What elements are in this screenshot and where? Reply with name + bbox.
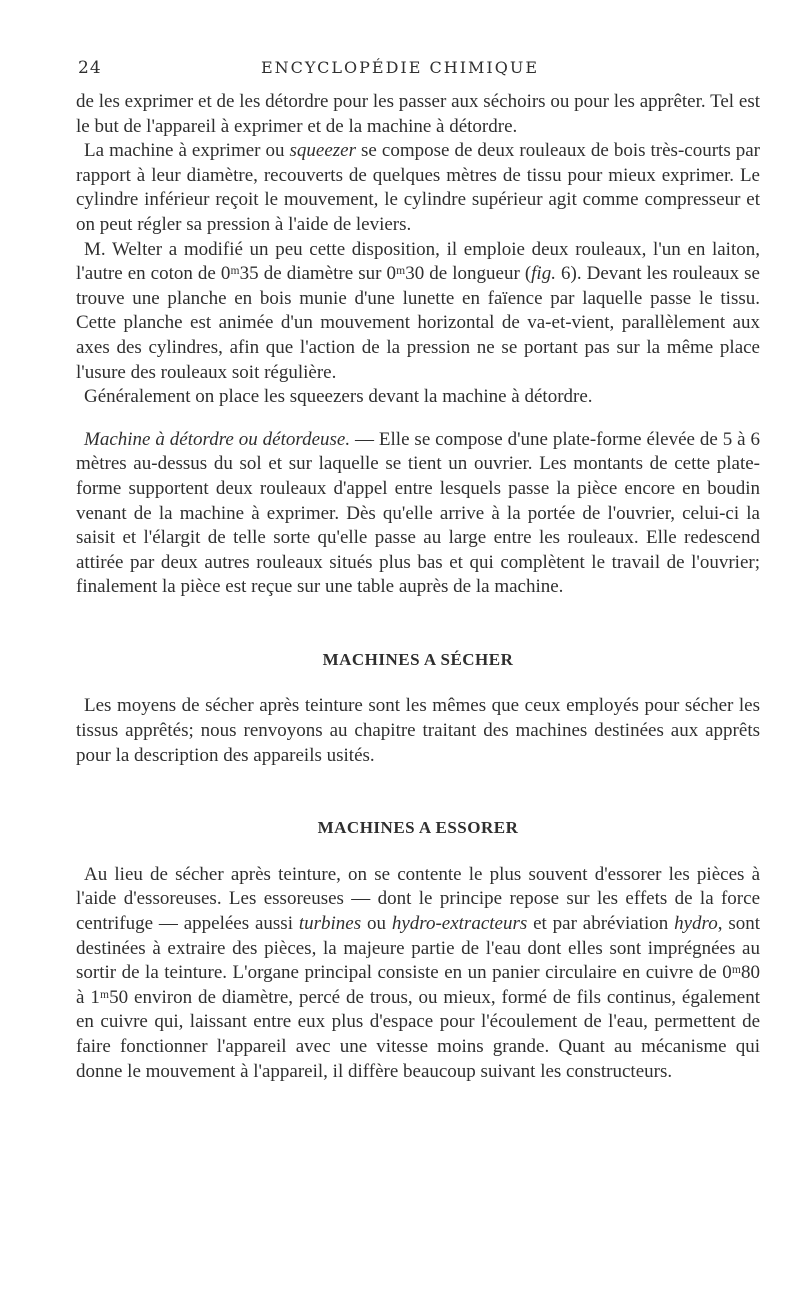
term-hydro-extracteurs: hydro-extracteurs <box>391 913 528 935</box>
section-heading-essorer: MACHINES A ESSORER <box>317 818 519 838</box>
page-body <box>76 90 760 1084</box>
section-heading-secher: MACHINES A SÉCHER <box>322 649 514 669</box>
subsection-title: Machine à détordre ou détordeuse. <box>84 428 351 450</box>
figure-reference: fig. <box>531 263 556 285</box>
term-hydro: hydro <box>674 913 718 935</box>
paragraph-text: 6). Devant les rouleaux se trouve une planche en bois munie d'une lunette en faïence par laquelle passe le tissu. Cette planche est animée d'un mouvement horizontal de va-et-vient, parallèlement aux axes des cylindres, afin que l'action de la pression ne se portant pas sur la même place l'usure des rouleaux soit régulière. <box>76 263 760 383</box>
paragraph-text: — Elle se compose d'une plate-forme élevée de 5 à 6 mètres au-dessus du sol et sur laquelle se tient un ouvrier. Les montants de cette plate-forme supportent deux rouleaux d'appel entre lesquels passe la pièce encore en boudin venant de la machine à exprimer. Dès qu'elle arrive à la portée de l'ouvrier, celui-ci la saisit et l'élargit de telle sorte qu'elle passe au large entre les rouleaux. Elle redescend attirée par deux autres rouleaux situés plus bas et qui complètent le travail de l'ouvrier; finalement la pièce est reçue sur une table auprès de la machine. <box>76 428 760 598</box>
spacer <box>76 410 760 428</box>
paragraph-essorer <box>76 863 760 1084</box>
term-turbines: turbines <box>298 913 362 935</box>
paragraph-text: ou <box>361 913 392 935</box>
page-header <box>0 58 800 82</box>
paragraph-detordeuse <box>76 428 760 600</box>
paragraph-continuation <box>76 90 760 139</box>
running-title: ENCYCLOPÉDIE CHIMIQUE <box>260 58 540 77</box>
spacer <box>76 768 760 816</box>
term-squeezer: squeezer <box>289 140 357 162</box>
spacer <box>76 600 760 648</box>
paragraph-text: La machine à exprimer ou <box>84 140 290 162</box>
paragraph-text: de les exprimer et de les détordre pour les passer aux séchoirs ou pour les apprêter. Tel est le but de l'appareil à exprimer et de la machine à détordre. <box>76 91 760 137</box>
paragraph-text: , sont destinées à extraire des pièces, la majeure partie de l'eau dont elles sont imprégnées au sortir de la teinture. L'organe principal consiste en un panier circulaire en cuivre de 0ᵐ80 à 1ᵐ50 environ de diamètre, percé de trous, ou mieux, formé de fils continus, également en cuivre qui, laissant entre eux plus d'espace pour l'écoulement de l'eau, permettent de faire fonctionner l'appareil avec une vitesse moins grande. Quant au mécanisme qui donne le mouvement à l'appareil, il diffère beaucoup suivant les constructeurs. <box>76 913 761 1082</box>
page-number: 24 <box>78 58 102 78</box>
spacer <box>76 672 760 694</box>
paragraph-welter <box>76 238 760 386</box>
paragraph-text: Les moyens de sécher après teinture sont les mêmes que ceux employés pour sécher les tissus apprêtés; nous renvoyons au chapitre traitant des machines destinées aux apprêts pour la description des appareils usités. <box>76 695 760 766</box>
paragraph-text: et par abréviation <box>527 913 675 935</box>
paragraph-squeezer <box>76 139 760 237</box>
paragraph-squeezers-placement <box>76 385 760 410</box>
paragraph-text: M. Welter a modifié un peu cette disposition, il emploie deux rouleaux, l'un en laiton, l'autre en coton de 0ᵐ35 de diamètre sur 0ᵐ30 de longueur ( <box>76 238 760 285</box>
paragraph-text: se compose de deux rouleaux de bois très-courts par rapport à leur diamètre, recouverts de quelques mètres de tissu pour mieux exprimer. Le cylindre inférieur reçoit le mouvement, le cylindre supérieur agit comme compresseur et on peut régler sa pression à l'aide de leviers. <box>76 140 760 235</box>
spacer <box>76 841 760 863</box>
paragraph-text: Au lieu de sécher après teinture, on se contente le plus souvent d'essorer les pièces à l'aide d'essoreuses. Les essoreuses — dont le principe repose sur les effets de la force centrifuge — appelées aussi <box>76 863 760 935</box>
paragraph-text: Généralement on place les squeezers devant la machine à détordre. <box>84 386 593 408</box>
paragraph-secher <box>76 694 760 768</box>
